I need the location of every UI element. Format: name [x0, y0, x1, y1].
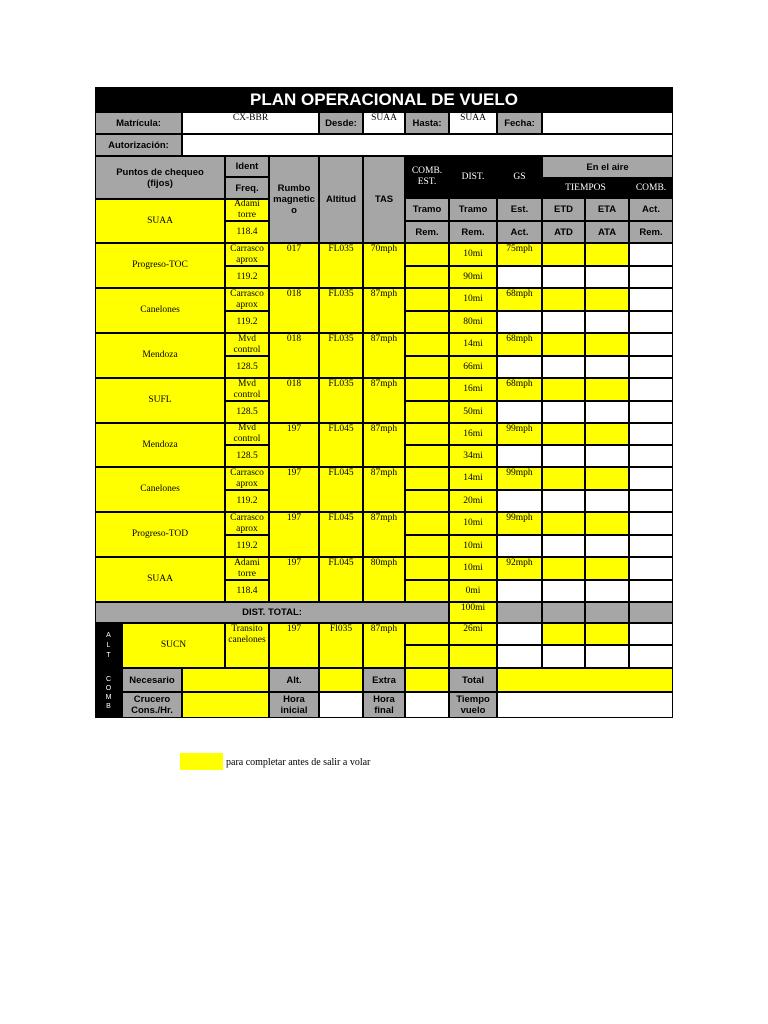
- hora-inicial-field[interactable]: [319, 692, 363, 718]
- leg-tas[interactable]: 87mph: [363, 378, 405, 423]
- gs-header: GS: [497, 156, 542, 198]
- leg-freq[interactable]: 128.5: [225, 445, 269, 467]
- leg-comb-tramo[interactable]: [405, 557, 449, 580]
- autorizacion-field[interactable]: [182, 134, 673, 156]
- leg-comb-rem[interactable]: [405, 535, 449, 557]
- ident-header: Ident: [225, 156, 269, 177]
- autorizacion-label: Autorización:: [95, 134, 182, 156]
- leg-name[interactable]: SUAA: [95, 557, 225, 602]
- leg-dist-tramo[interactable]: 14mi: [449, 333, 497, 356]
- alt-etd[interactable]: [542, 623, 585, 645]
- leg-rumbo[interactable]: 017: [269, 243, 319, 288]
- matricula-field[interactable]: CX-BBR: [182, 112, 319, 134]
- leg-rumbo[interactable]: 018: [269, 288, 319, 333]
- crucero-field[interactable]: [182, 692, 269, 718]
- leg-rumbo[interactable]: 018: [269, 333, 319, 378]
- leg-comb-act[interactable]: [629, 512, 673, 535]
- leg-comb-tramo[interactable]: [405, 288, 449, 311]
- eta-header: ETA: [585, 198, 629, 221]
- total-field[interactable]: [497, 668, 673, 692]
- leg-name[interactable]: Progreso-TOD: [95, 512, 225, 557]
- leg-ident[interactable]: Carrasco aprox: [225, 288, 269, 311]
- leg-gs-est[interactable]: 99mph: [497, 423, 542, 445]
- origin-ident[interactable]: Adami torre: [225, 199, 269, 221]
- extra-label: Extra: [363, 668, 405, 692]
- alt-name[interactable]: SUCN: [122, 623, 225, 668]
- leg-dist-rem[interactable]: 80mi: [449, 311, 497, 333]
- alt-field[interactable]: [319, 668, 363, 692]
- crucero-label: Crucero Cons./Hr.: [122, 692, 182, 718]
- leg-eta[interactable]: [585, 288, 629, 311]
- leg-tas[interactable]: 87mph: [363, 512, 405, 557]
- leg-comb-rem2[interactable]: [629, 490, 673, 512]
- leg-dist-rem[interactable]: 10mi: [449, 535, 497, 557]
- alt-comb-rem2[interactable]: [629, 645, 673, 668]
- leg-gs-act[interactable]: [497, 445, 542, 467]
- est-header: Est.: [497, 198, 542, 221]
- leg-ata[interactable]: [585, 266, 629, 288]
- leg-comb-rem[interactable]: [405, 445, 449, 467]
- tas-header: TAS: [363, 156, 405, 243]
- leg-freq[interactable]: 128.5: [225, 401, 269, 423]
- hora-inicial-label: Hora inicial: [269, 692, 319, 718]
- leg-gs-act[interactable]: [497, 356, 542, 378]
- leg-comb-act[interactable]: [629, 423, 673, 445]
- leg-tas[interactable]: 87mph: [363, 333, 405, 378]
- alt-rumbo[interactable]: 197: [269, 623, 319, 668]
- leg-comb-rem2[interactable]: [629, 356, 673, 378]
- leg-atd[interactable]: [542, 266, 585, 288]
- desde-field[interactable]: SUAA: [363, 112, 405, 134]
- leg-etd[interactable]: [542, 557, 585, 580]
- leg-tas[interactable]: 87mph: [363, 423, 405, 467]
- leg-etd[interactable]: [542, 333, 585, 356]
- comb-side-label: C O M B: [95, 668, 122, 718]
- leg-ata[interactable]: [585, 445, 629, 467]
- leg-gs-est[interactable]: 99mph: [497, 512, 542, 535]
- leg-rumbo[interactable]: 018: [269, 378, 319, 423]
- leg-etd[interactable]: [542, 378, 585, 401]
- tramo-header-1: Tramo: [405, 198, 449, 221]
- leg-name[interactable]: Canelones: [95, 467, 225, 512]
- leg-atd[interactable]: [542, 580, 585, 602]
- fecha-label: Fecha:: [497, 112, 542, 134]
- leg-dist-tramo[interactable]: 10mi: [449, 243, 497, 266]
- leg-comb-rem2[interactable]: [629, 445, 673, 467]
- leg-altitud[interactable]: FL045: [319, 467, 363, 512]
- leg-comb-rem[interactable]: [405, 401, 449, 423]
- leg-comb-tramo[interactable]: [405, 467, 449, 490]
- ata-header: ATA: [585, 221, 629, 243]
- alt-tas[interactable]: 87mph: [363, 623, 405, 668]
- leg-gs-act[interactable]: [497, 311, 542, 333]
- act-comb-header: Act.: [629, 198, 673, 221]
- leg-altitud[interactable]: FL035: [319, 288, 363, 333]
- leg-freq[interactable]: 119.2: [225, 311, 269, 333]
- leg-eta[interactable]: [585, 557, 629, 580]
- legend-swatch: [180, 753, 223, 770]
- leg-gs-act[interactable]: [497, 266, 542, 288]
- leg-gs-act[interactable]: [497, 580, 542, 602]
- leg-freq[interactable]: 128.5: [225, 356, 269, 378]
- leg-name[interactable]: Canelones: [95, 288, 225, 333]
- leg-dist-tramo[interactable]: 16mi: [449, 423, 497, 445]
- leg-ata[interactable]: [585, 356, 629, 378]
- leg-name[interactable]: Mendoza: [95, 333, 225, 378]
- leg-comb-tramo[interactable]: [405, 333, 449, 356]
- alt-gs-est[interactable]: [497, 623, 542, 645]
- leg-altitud[interactable]: FL035: [319, 243, 363, 288]
- leg-eta[interactable]: [585, 467, 629, 490]
- dist-total-value[interactable]: 100mi: [449, 602, 497, 623]
- alt-ident[interactable]: Transito canelones: [225, 623, 269, 668]
- freq-header: Freq.: [225, 177, 269, 199]
- tiempo-vuelo-field[interactable]: [497, 692, 673, 718]
- leg-ata[interactable]: [585, 311, 629, 333]
- leg-freq[interactable]: 119.2: [225, 535, 269, 557]
- leg-ident[interactable]: Adami torre: [225, 557, 269, 580]
- leg-rumbo[interactable]: 197: [269, 467, 319, 512]
- leg-etd[interactable]: [542, 512, 585, 535]
- comb-header: COMB.: [629, 178, 673, 198]
- alt-comb-tramo[interactable]: [405, 623, 449, 645]
- leg-ata[interactable]: [585, 401, 629, 423]
- legend-text: para completar antes de salir a volar: [226, 757, 371, 768]
- leg-comb-rem[interactable]: [405, 266, 449, 288]
- alt-ata[interactable]: [585, 645, 629, 668]
- leg-ata[interactable]: [585, 535, 629, 557]
- rumbo-header: Rumbo magnetic o: [269, 156, 319, 243]
- leg-eta[interactable]: [585, 378, 629, 401]
- hasta-field[interactable]: SUAA: [449, 112, 497, 134]
- leg-rumbo[interactable]: 197: [269, 557, 319, 602]
- leg-dist-rem[interactable]: 20mi: [449, 490, 497, 512]
- leg-gs-est[interactable]: 99mph: [497, 467, 542, 490]
- leg-comb-act[interactable]: [629, 467, 673, 490]
- comb-est-header: COMB. EST.: [405, 156, 449, 198]
- alt-rem[interactable]: [449, 645, 497, 668]
- leg-comb-rem2[interactable]: [629, 266, 673, 288]
- leg-altitud[interactable]: FL035: [319, 378, 363, 423]
- leg-tas[interactable]: 70mph: [363, 243, 405, 288]
- leg-tas[interactable]: 87mph: [363, 288, 405, 333]
- dist-total-etd: [542, 602, 585, 623]
- leg-altitud[interactable]: FL045: [319, 423, 363, 467]
- leg-gs-est[interactable]: 75mph: [497, 243, 542, 266]
- leg-etd[interactable]: [542, 288, 585, 311]
- leg-eta[interactable]: [585, 243, 629, 266]
- alt-atd[interactable]: [542, 645, 585, 668]
- total-label: Total: [449, 668, 497, 692]
- leg-rumbo[interactable]: 197: [269, 512, 319, 557]
- leg-comb-rem[interactable]: [405, 490, 449, 512]
- en-el-aire-header: En el aire: [542, 156, 673, 178]
- origin-name[interactable]: SUAA: [95, 199, 225, 243]
- leg-dist-rem[interactable]: 50mi: [449, 401, 497, 423]
- tramo-header-2: Tramo: [449, 198, 497, 221]
- puntos-header: Puntos de chequeo (fijos): [95, 156, 225, 199]
- leg-comb-act[interactable]: [629, 333, 673, 356]
- leg-dist-tramo[interactable]: 10mi: [449, 512, 497, 535]
- leg-dist-rem[interactable]: 34mi: [449, 445, 497, 467]
- leg-atd[interactable]: [542, 356, 585, 378]
- fecha-field[interactable]: [542, 112, 673, 134]
- leg-rumbo[interactable]: 197: [269, 423, 319, 467]
- leg-comb-rem2[interactable]: [629, 401, 673, 423]
- dist-total-gs: [497, 602, 542, 623]
- leg-atd[interactable]: [542, 311, 585, 333]
- page-title: PLAN OPERACIONAL DE VUELO: [95, 87, 673, 112]
- leg-gs-est[interactable]: 68mph: [497, 288, 542, 311]
- leg-freq[interactable]: 119.2: [225, 490, 269, 512]
- atd-header: ATD: [542, 221, 585, 243]
- rem-comb-header: Rem.: [629, 221, 673, 243]
- leg-eta[interactable]: [585, 423, 629, 445]
- leg-ident[interactable]: Carrasco aprox: [225, 243, 269, 266]
- tiempo-vuelo-label: Tiempo vuelo: [449, 692, 497, 718]
- leg-tas[interactable]: 87mph: [363, 467, 405, 512]
- leg-dist-tramo[interactable]: 10mi: [449, 288, 497, 311]
- leg-atd[interactable]: [542, 401, 585, 423]
- leg-dist-rem[interactable]: 66mi: [449, 356, 497, 378]
- leg-comb-tramo[interactable]: [405, 243, 449, 266]
- leg-ident[interactable]: Mvd control: [225, 423, 269, 445]
- extra-field[interactable]: [405, 668, 449, 692]
- leg-name[interactable]: Progreso-TOC: [95, 243, 225, 288]
- origin-freq[interactable]: 118.4: [225, 221, 269, 243]
- leg-etd[interactable]: [542, 423, 585, 445]
- leg-dist-rem[interactable]: 90mi: [449, 266, 497, 288]
- act-header: Act.: [497, 221, 542, 243]
- leg-ata[interactable]: [585, 580, 629, 602]
- leg-altitud[interactable]: FL045: [319, 557, 363, 602]
- leg-eta[interactable]: [585, 333, 629, 356]
- leg-etd[interactable]: [542, 467, 585, 490]
- leg-etd[interactable]: [542, 243, 585, 266]
- alt-eta[interactable]: [585, 623, 629, 645]
- leg-gs-act[interactable]: [497, 535, 542, 557]
- leg-gs-act[interactable]: [497, 401, 542, 423]
- etd-header: ETD: [542, 198, 585, 221]
- altitud-header: Altitud: [319, 156, 363, 243]
- alt-comb-rem[interactable]: [405, 645, 449, 668]
- leg-gs-est[interactable]: 68mph: [497, 378, 542, 401]
- leg-comb-act[interactable]: [629, 288, 673, 311]
- leg-comb-rem2[interactable]: [629, 311, 673, 333]
- leg-name[interactable]: SUFL: [95, 378, 225, 423]
- dist-header: DIST.: [449, 156, 497, 198]
- leg-comb-rem[interactable]: [405, 356, 449, 378]
- alt-side-label: A L T: [95, 623, 122, 668]
- desde-label: Desde:: [319, 112, 363, 134]
- leg-ident[interactable]: Carrasco aprox: [225, 512, 269, 535]
- leg-dist-tramo[interactable]: 10mi: [449, 557, 497, 580]
- dist-total-eta: [585, 602, 629, 623]
- leg-comb-rem[interactable]: [405, 580, 449, 602]
- leg-gs-act[interactable]: [497, 490, 542, 512]
- dist-total-label: DIST. TOTAL:: [95, 602, 449, 623]
- leg-ata[interactable]: [585, 490, 629, 512]
- leg-dist-rem[interactable]: 0mi: [449, 580, 497, 602]
- leg-comb-act[interactable]: [629, 378, 673, 401]
- rem-header-2: Rem.: [449, 221, 497, 243]
- leg-comb-act[interactable]: [629, 557, 673, 580]
- rem-header-1: Rem.: [405, 221, 449, 243]
- necesario-label: Necesario: [122, 668, 182, 692]
- leg-comb-tramo[interactable]: [405, 423, 449, 445]
- tiempos-header: TIEMPOS: [542, 178, 629, 198]
- leg-name[interactable]: Mendoza: [95, 423, 225, 467]
- leg-dist-tramo[interactable]: 16mi: [449, 378, 497, 401]
- leg-ident[interactable]: Mvd control: [225, 378, 269, 401]
- leg-freq[interactable]: 118.4: [225, 580, 269, 602]
- leg-tas[interactable]: 80mph: [363, 557, 405, 602]
- dist-total-comb: [629, 602, 673, 623]
- leg-gs-est[interactable]: 68mph: [497, 333, 542, 356]
- leg-atd[interactable]: [542, 445, 585, 467]
- leg-atd[interactable]: [542, 535, 585, 557]
- leg-freq[interactable]: 119.2: [225, 266, 269, 288]
- leg-atd[interactable]: [542, 490, 585, 512]
- leg-ident[interactable]: Mvd control: [225, 333, 269, 356]
- hora-final-label: Hora final: [363, 692, 405, 718]
- leg-comb-rem2[interactable]: [629, 580, 673, 602]
- matricula-label: Matrícula:: [95, 112, 182, 134]
- leg-comb-act[interactable]: [629, 243, 673, 266]
- alt-label: Alt.: [269, 668, 319, 692]
- leg-gs-est[interactable]: 92mph: [497, 557, 542, 580]
- leg-comb-rem[interactable]: [405, 311, 449, 333]
- necesario-field[interactable]: [182, 668, 269, 692]
- alt-comb-act[interactable]: [629, 623, 673, 645]
- leg-dist-tramo[interactable]: 14mi: [449, 467, 497, 490]
- alt-tramo[interactable]: 26mi: [449, 623, 497, 645]
- leg-altitud[interactable]: FL045: [319, 512, 363, 557]
- leg-comb-rem2[interactable]: [629, 535, 673, 557]
- alt-gs-act[interactable]: [497, 645, 542, 668]
- leg-ident[interactable]: Carrasco aprox: [225, 467, 269, 490]
- hasta-label: Hasta:: [405, 112, 449, 134]
- leg-comb-tramo[interactable]: [405, 512, 449, 535]
- leg-comb-tramo[interactable]: [405, 378, 449, 401]
- leg-eta[interactable]: [585, 512, 629, 535]
- hora-final-field[interactable]: [405, 692, 449, 718]
- leg-altitud[interactable]: FL035: [319, 333, 363, 378]
- alt-altitud[interactable]: Fl035: [319, 623, 363, 668]
